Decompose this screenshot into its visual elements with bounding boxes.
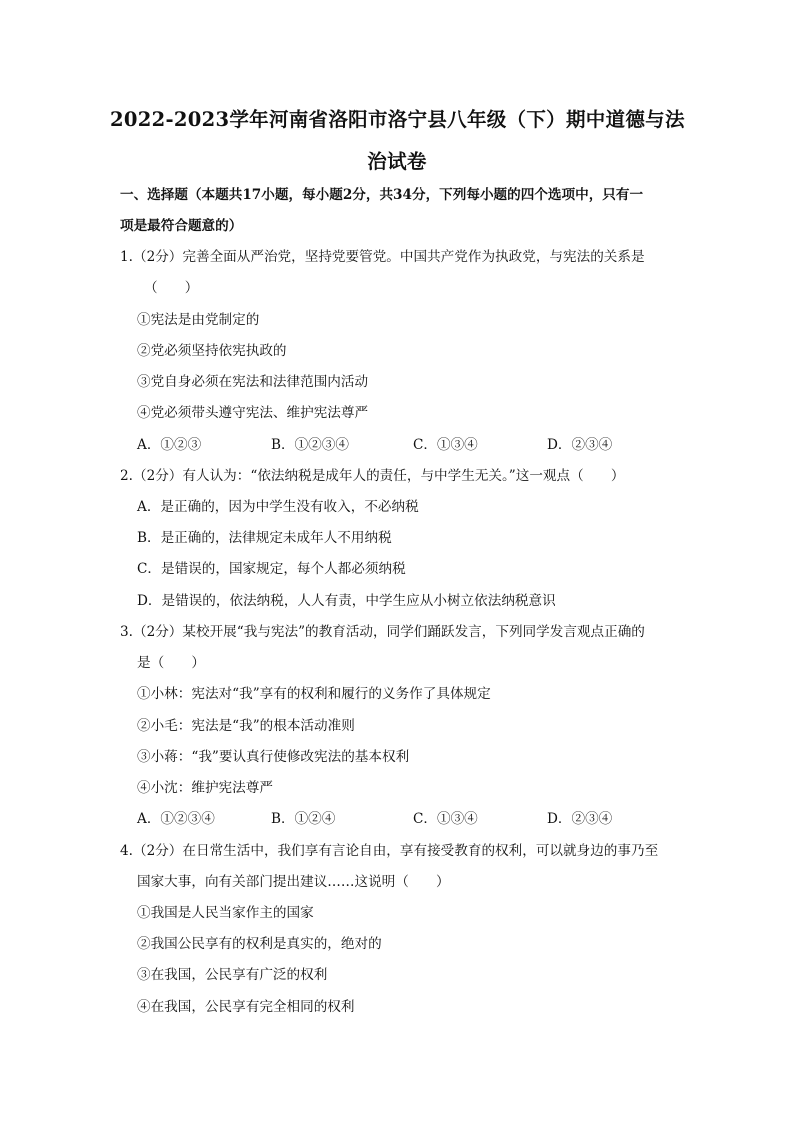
question-2-choice-d[interactable]: D．是错误的，依法纳税，人人有责，中学生应从小树立依法纳税意识: [137, 593, 556, 609]
question-4-statement-4: ④在我国，公民享有完全相同的权利: [137, 999, 355, 1015]
question-1-statement-3: ③党自身必须在宪法和法律范围内活动: [137, 374, 369, 390]
question-3-option-a[interactable]: A．①②③④: [137, 811, 215, 827]
question-2-choice-b[interactable]: B．是正确的，法律规定未成年人不用纳税: [137, 530, 392, 546]
exam-title-line-2: 治试卷: [367, 150, 427, 173]
question-3-option-c[interactable]: C．①③④: [413, 811, 478, 827]
question-3-stem-line-2: 是（ ）: [137, 655, 205, 671]
question-2-stem-line-1: 2.（2分）有人认为：“依法纳税是成年人的责任，与中学生无关。”这一观点（ ）: [120, 468, 625, 484]
exam-title-line-1: 2022-2023学年河南省洛阳市洛宁县八年级（下）期中道德与法: [110, 108, 685, 131]
question-4-statement-2: ②我国公民享有的权利是真实的，绝对的: [137, 936, 382, 952]
question-1-statement-1: ①宪法是由党制定的: [137, 312, 260, 328]
section-heading-line-2: 项是最符合题意的）: [120, 218, 243, 234]
question-3-statement-1: ①小林：宪法对“我”享有的权利和履行的义务作了具体规定: [137, 686, 491, 702]
section-heading-line-1: 一、选择题（本题共17小题，每小题2分，共34分，下列每小题的四个选项中，只有一: [120, 187, 644, 203]
question-2-choice-c[interactable]: C．是错误的，国家规定，每个人都必须纳税: [137, 561, 406, 577]
question-1-statement-2: ②党必须坚持依宪执政的: [137, 343, 287, 359]
question-3-statement-4: ④小沈：维护宪法尊严: [137, 780, 273, 796]
question-3-option-d[interactable]: D．②③④: [547, 811, 613, 827]
question-3-stem-line-1: 3.（2分）某校开展“我与宪法”的教育活动，同学们踊跃发言，下列同学发言观点正确的: [120, 624, 645, 640]
question-4-stem-line-1: 4.（2分）在日常生活中，我们享有言论自由，享有接受教育的权利，可以就身边的事乃至: [120, 843, 659, 859]
question-4-statement-1: ①我国是人民当家作主的国家: [137, 905, 314, 921]
question-3-statement-2: ②小毛：宪法是“我”的根本活动准则: [137, 718, 355, 734]
question-1-option-b[interactable]: B．①②③④: [271, 437, 349, 453]
question-1-stem-line-1: 1.（2分）完善全面从严治党，坚持党要管党。中国共产党作为执政党，与宪法的关系是: [120, 249, 645, 265]
question-3-option-b[interactable]: B．①②④: [271, 811, 336, 827]
question-1-option-c[interactable]: C．①③④: [413, 437, 478, 453]
question-1-stem-line-2: （ ）: [144, 280, 199, 296]
question-4-stem-line-2: 国家大事，向有关部门提出建议……这说明（ ）: [137, 874, 450, 890]
question-1-option-a[interactable]: A．①②③: [137, 437, 202, 453]
question-4-statement-3: ③在我国，公民享有广泛的权利: [137, 967, 328, 983]
question-2-choice-a[interactable]: A．是正确的，因为中学生没有收入，不必纳税: [137, 499, 419, 515]
question-1-statement-4: ④党必须带头遵守宪法、维护宪法尊严: [137, 405, 369, 421]
question-3-statement-3: ③小蒋：“我”要认真行使修改宪法的基本权利: [137, 749, 410, 765]
question-1-option-d[interactable]: D．②③④: [547, 437, 613, 453]
